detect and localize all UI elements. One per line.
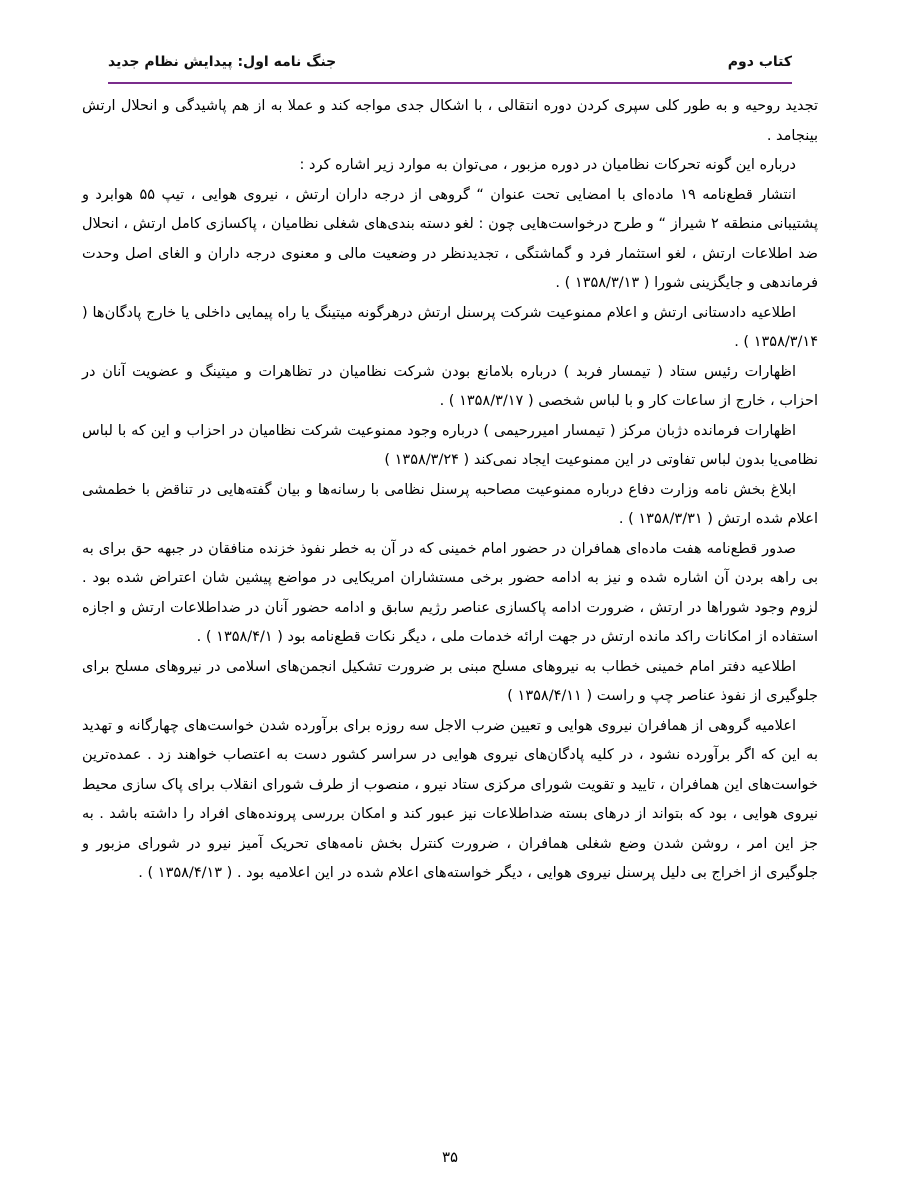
paragraph-item: اطلاعیه دفتر امام خمینی خطاب به نیروهای مسلح مبنی بر ضرورت تشکیل انجمن‌های اسلامی در نیروهای مسلح برای جلوگیری از نفوذ عناصر چپ و راست ( ۱۳۵۸/۴/۱۱ ) bbox=[82, 658, 818, 704]
paragraph-item: اظهارات فرمانده دژبان مرکز ( تیمسار امیررحیمی ) درباره وجود ممنوعیت شرکت نظامیان در احزاب و این که با لباس نظامی‌یا بدون لباس تفاوتی در این ممنوعیت ایجاد نمی‌کند ( ۱۳۵۸/۳/۲۴ ) bbox=[82, 422, 818, 468]
paragraph-item: اطلاعیه دادستانی ارتش و اعلام ممنوعیت شرکت پرسنل ارتش درهرگونه میتینگ یا راه پیمایی داخلی یا خارج پادگان‌ها ( ۱۳۵۸/۳/۱۴ ) . bbox=[82, 304, 818, 350]
paragraph-item: ابلاغ بخش نامه وزارت دفاع درباره ممنوعیت مصاحبه پرسنل نظامی با رسانه‌ها و بیان گفته‌هایی در تناقض با خطمشی اعلام شده ارتش ( ۱۳۵۸/۳/۳۱ ) . bbox=[82, 481, 818, 527]
header-chapter-title: جنگ نامه اول: پیدایش نظام جدید bbox=[108, 54, 337, 70]
paragraph-item: اعلامیه گروهی از همافران نیروی هوایی و تعیین ضرب الاجل سه روزه برای برآورده شدن خواست‌های چهارگانه و تهدید به این که اگر برآورده نشود ، در کلیه پادگان‌های نیروی هوایی در سراسر کشور دست به اعتصاب خواهند زد . عمده‌ترین خواست‌های این همافران ، تایید و تقویت شورای مرکزی ستاد نیرو ، منصوب از طرف شورای انقلاب برای پاک سازی محیط نیروی هوایی ، بود که بتواند از درهای بسته ضداطلاعات نیز عبور کند و امکان بررسی پرونده‌های افراد را داشته باشد . به جز این امر ، روشن شدن وضع شغلی همافران ، ضرورت کنترل بخش نامه‌های تحریک آمیز نیرو در شورای مزبور و جلوگیری از اخراج بی دلیل پرسنل نیروی هوایی ، دیگر خواسته‌های اعلام شده در این اعلامیه بود . ( ۱۳۵۸/۴/۱۳ ) . bbox=[82, 717, 818, 881]
page-body bbox=[82, 92, 818, 889]
running-header bbox=[108, 50, 792, 74]
paragraph-item: صدور قطع‌نامه هفت ماده‌ای همافران در حضور امام خمینی که در آن به خطر نفوذ خزنده منافقان در جبهه حق برای به بی راهه بردن آن اشاره شده و نیز به ادامه حضور برخی مستشاران امریکایی در مواضع پیشین شان اعتراض شده بود . لزوم وجود شوراها در ارتش ، ضرورت ادامه پاکسازی عناصر رژیم سابق و ادامه حضور آنان در ضداطلاعات ارتش و اجازه استفاده از امکانات راکد مانده ارتش در جهت ارائه خدمات ملی ، دیگر نکات قطع‌نامه بود ( ۱۳۵۸/۴/۱ ) . bbox=[82, 540, 818, 645]
paragraph-item: انتشار قطع‌نامه ۱۹ ماده‌ای با امضایی تحت عنوان “ گروهی از درجه داران ارتش ، نیروی هوایی ، تیپ ۵۵ هوابرد و پشتیبانی منطقه ۲ شیراز “ و طرح درخواست‌هایی چون : لغو دسته بندی‌های شغلی نظامیان ، پاکسازی کامل ارتش ، انحلال ضد اطلاعات ارتش ، لغو استثمار فرد و گماشتگی ، تجدیدنظر در وضعیت مالی و معنوی درجه داران و الغای اصل وحدت فرماندهی و جایگزینی شورا ( ۱۳۵۸/۳/۱۳ ) . bbox=[82, 186, 818, 291]
page-number: ۳۵ bbox=[441, 1148, 459, 1166]
header-divider bbox=[108, 82, 792, 84]
paragraph-item: اظهارات رئیس ستاد ( تیمسار فربد ) درباره بلامانع بودن شرکت نظامیان در تظاهرات و میتینگ و عضویت آنان در احزاب ، خارج از ساعات کار و با لباس شخصی ( ۱۳۵۸/۳/۱۷ ) . bbox=[82, 363, 818, 409]
paragraph-intro: درباره این گونه تحرکات نظامیان در دوره مزبور ، می‌توان به موارد زیر اشاره کرد : bbox=[299, 157, 796, 173]
header-book-title: کتاب دوم bbox=[727, 54, 792, 70]
paragraph-continuation: تجدید روحیه و به طور کلی سپری کردن دوره انتقالی ، با اشکال جدی مواجه کند و عملا به از هم پاشیدگی و انحلال ارتش بینجامد . bbox=[82, 98, 818, 144]
